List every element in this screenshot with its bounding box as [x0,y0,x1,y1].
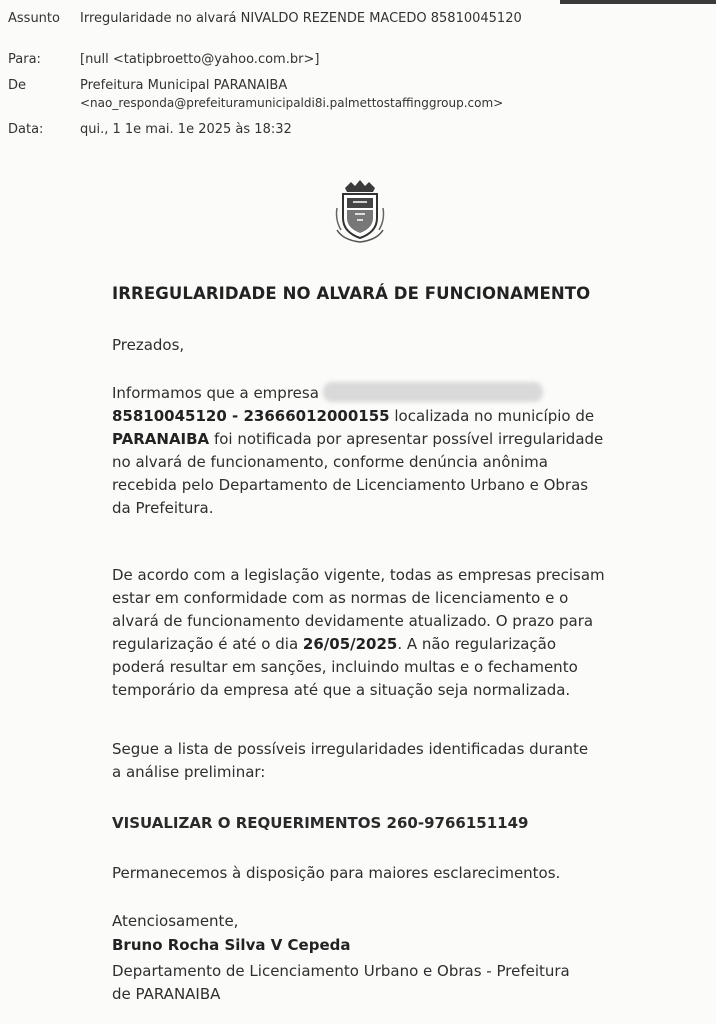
date-value: qui., 1 1e mai. 1e 2025 às 18:32 [80,122,292,137]
from-email[interactable]: <nao_responda@prefeituramunicipaldi8i.palmettostaffinggroup.com> [80,96,504,110]
company-ids: 85810045120 - 23666012000155 [112,407,390,425]
p2-rest: . A não regularização poderá resultar em sanções, incluindo multas e o fechamento temporário da empresa até que a situação seja normalizada. [112,635,578,699]
municipal-crest-icon [333,178,387,244]
scan-edge-line [560,0,716,4]
date-label: Data: [8,122,44,137]
signer-name: Bruno Rocha Silva V Cepeda [112,936,351,954]
signer-department: Departamento de Licenciamento Urbano e Obras - Prefeitura de PARANAIBA [112,962,570,1003]
to-value[interactable]: [null <tatipbroetto@yahoo.com.br>] [80,52,320,67]
p2-start: De acordo com a legislação vigente, todas as empresas precisam estar em conformidade com as normas de licenciamento e o alvará de funcionamento devidamente atualizado. O prazo para regularização é até o dia [112,566,605,653]
paragraph-list-intro: Segue a lista de possíveis irregularidades identificadas durante a análise preliminar: [112,740,589,781]
subject-value: Irregularidade no alvará NIVALDO REZENDE MACEDO 85810045120 [80,11,522,26]
deadline-date: 26/05/2025 [302,635,398,653]
redacted-company-name [323,382,543,402]
subject-label: Assunto [8,11,60,26]
p1-start: Informamos que a empresa [112,384,319,402]
view-request-link[interactable]: VISUALIZAR O REQUERIMENTOS 260-9766151149 [112,814,529,832]
email-title: IRREGULARIDADE NO ALVARÁ DE FUNCIONAMENTO [112,284,591,303]
p1-rest: foi notificada por apresentar possível irregularidade no alvará de funcionamento, conforme denúncia anônima recebida pelo Departamento de Licenciamento Urbano e Obras da Prefeitura. [112,430,604,517]
city-name: PARANAIBA [112,430,210,448]
from-label: De [8,78,27,93]
closing: Atenciosamente, [112,912,239,930]
p1-mid: localizada no município de [389,407,595,425]
to-label: Para: [8,52,41,67]
greeting: Prezados, [112,336,185,354]
paragraph-availability: Permanecemos à disposição para maiores esclarecimentos. [112,864,561,882]
paragraph-deadline [112,564,608,702]
from-name: Prefeitura Municipal PARANAIBA [80,78,288,93]
paragraph-notification [112,382,604,520]
